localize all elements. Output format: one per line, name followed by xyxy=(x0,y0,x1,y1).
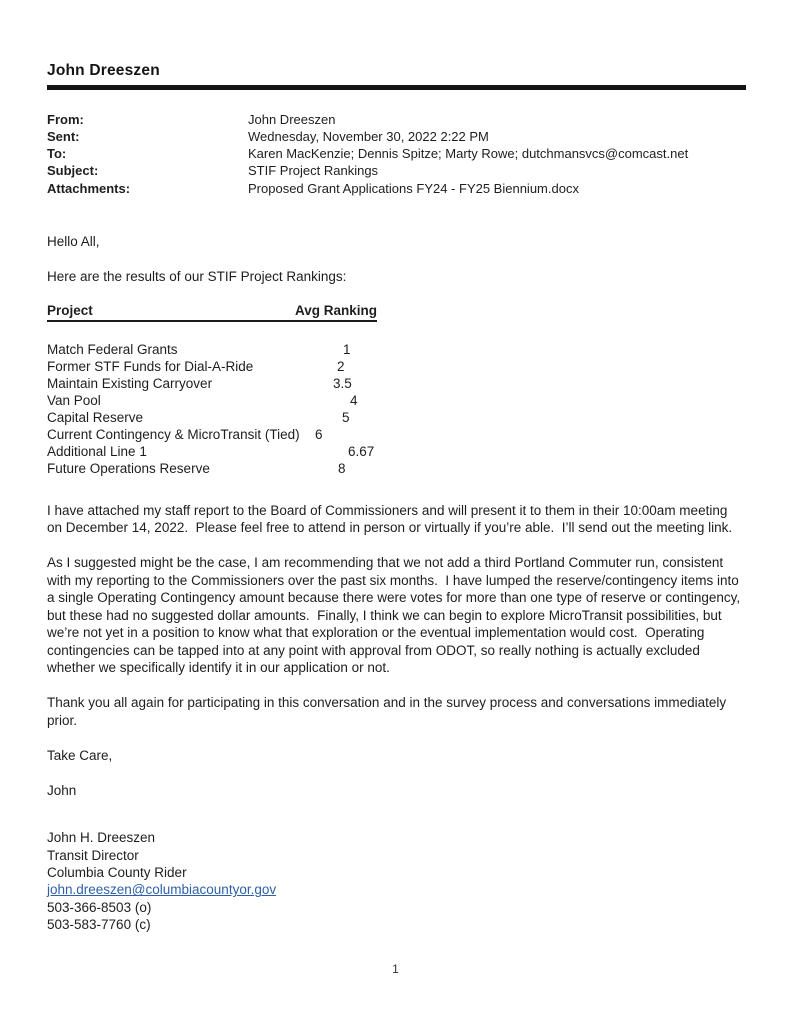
rankings-table-header xyxy=(47,303,377,322)
signature-name: John H. Dreeszen xyxy=(47,830,156,846)
project-name-cell: Future Operations Reserve xyxy=(47,460,210,476)
signature-phone-cell: 503-583-7760 (c) xyxy=(47,916,151,932)
field-label: Sent: xyxy=(47,128,80,144)
project-name-cell: Match Federal Grants xyxy=(47,341,178,357)
table-row xyxy=(47,443,746,460)
sender-name-heading: John Dreeszen xyxy=(47,62,160,79)
email-header-field-row xyxy=(47,111,746,128)
avg-ranking-cell: 4 xyxy=(350,392,358,408)
field-value: Proposed Grant Applications FY24 - FY25 Biennium.docx xyxy=(248,180,579,196)
field-value: John Dreeszen xyxy=(248,111,336,127)
email-header-field-row xyxy=(47,145,746,162)
signature-organization: Columbia County Rider xyxy=(47,865,187,881)
table-row xyxy=(47,426,746,443)
closing-text: Take Care, xyxy=(47,747,113,763)
table-row xyxy=(47,460,746,477)
project-name-cell: Maintain Existing Carryover xyxy=(47,375,213,391)
signature-phone-office: 503-366-8503 (o) xyxy=(47,899,152,915)
table-row xyxy=(47,375,746,392)
intro-text: Here are the results of our STIF Project Rankings: xyxy=(47,268,347,284)
project-name-cell: Former STF Funds for Dial-A-Ride xyxy=(47,358,254,374)
table-row xyxy=(47,392,746,409)
avg-ranking-cell: 8 xyxy=(338,460,346,476)
column-header-project: Project xyxy=(47,302,93,318)
project-name-cell: Capital Reserve xyxy=(47,409,144,425)
email-header-field-row xyxy=(47,162,746,179)
body-paragraph: I have attached my staff report to the Board of Commissioners and will present it to them in their 10:00am meeting on December 14, 2022. Please feel free to attend in person or virtually if you’re able. I’ll send out the meeting link. xyxy=(47,502,733,536)
column-header-avg-ranking: Avg Ranking xyxy=(294,302,377,318)
table-row xyxy=(47,409,746,426)
header-divider-rule xyxy=(47,85,746,90)
field-label: Attachments: xyxy=(47,180,131,196)
page-number: 1 xyxy=(392,962,399,976)
field-label: To: xyxy=(47,146,67,162)
avg-ranking-cell: 6.67 xyxy=(348,443,375,459)
email-header-fields xyxy=(47,111,746,197)
rankings-table-body xyxy=(47,341,746,477)
field-value: STIF Project Rankings xyxy=(248,163,379,179)
avg-ranking-cell: 5 xyxy=(342,409,350,425)
field-label: From: xyxy=(47,111,84,127)
signature-email-link[interactable]: john.dreeszen@columbiacountyor.gov xyxy=(47,882,277,898)
email-header-field-row xyxy=(47,180,746,197)
project-name-cell: Van Pool xyxy=(47,392,101,408)
avg-ranking-cell: 1 xyxy=(343,341,351,357)
table-row xyxy=(47,358,746,375)
greeting-text: Hello All, xyxy=(47,233,100,249)
field-value: Wednesday, November 30, 2022 2:22 PM xyxy=(248,128,489,144)
avg-ranking-cell: 6 xyxy=(315,426,323,442)
signature-title: Transit Director xyxy=(47,847,139,863)
avg-ranking-cell: 2 xyxy=(337,358,345,374)
table-row xyxy=(47,341,746,358)
body-paragraph: As I suggested might be the case, I am recommending that we not add a third Portland Commuter run, consistent with my reporting to the Commissioners over the past six months. I have lumped the reserve/contingency items into a single Operating Contingency amount because there were votes for more than one type of reserve or contingency, but these had no suggested dollar amounts. Finally, I think we can begin to explore MicroTransit possibilities, but we’re not yet in a position to know what that exploration or the eventual implementation would cost. Operating contingencies can be tapped into at any point with approval from ODOT, so really nothing is actually excluded whether we specifically identify it in our application or not. xyxy=(47,555,744,676)
rankings-table xyxy=(47,303,746,477)
field-value: Karen MacKenzie; Dennis Spitze; Marty Rowe; dutchmansvcs@comcast.net xyxy=(248,146,689,162)
signoff-text: John xyxy=(47,782,77,798)
avg-ranking-cell: 3.5 xyxy=(333,375,352,391)
field-label: Subject: xyxy=(47,163,99,179)
project-name-cell: Additional Line 1 xyxy=(47,443,147,459)
signature-block xyxy=(47,829,746,933)
body-paragraph: Thank you all again for participating in this conversation and in the survey process and conversations immediately prior. xyxy=(47,695,730,728)
body-paragraphs xyxy=(47,502,746,730)
email-header-field-row xyxy=(47,128,746,145)
project-name-cell: Current Contingency & MicroTransit (Tied) xyxy=(47,426,300,442)
